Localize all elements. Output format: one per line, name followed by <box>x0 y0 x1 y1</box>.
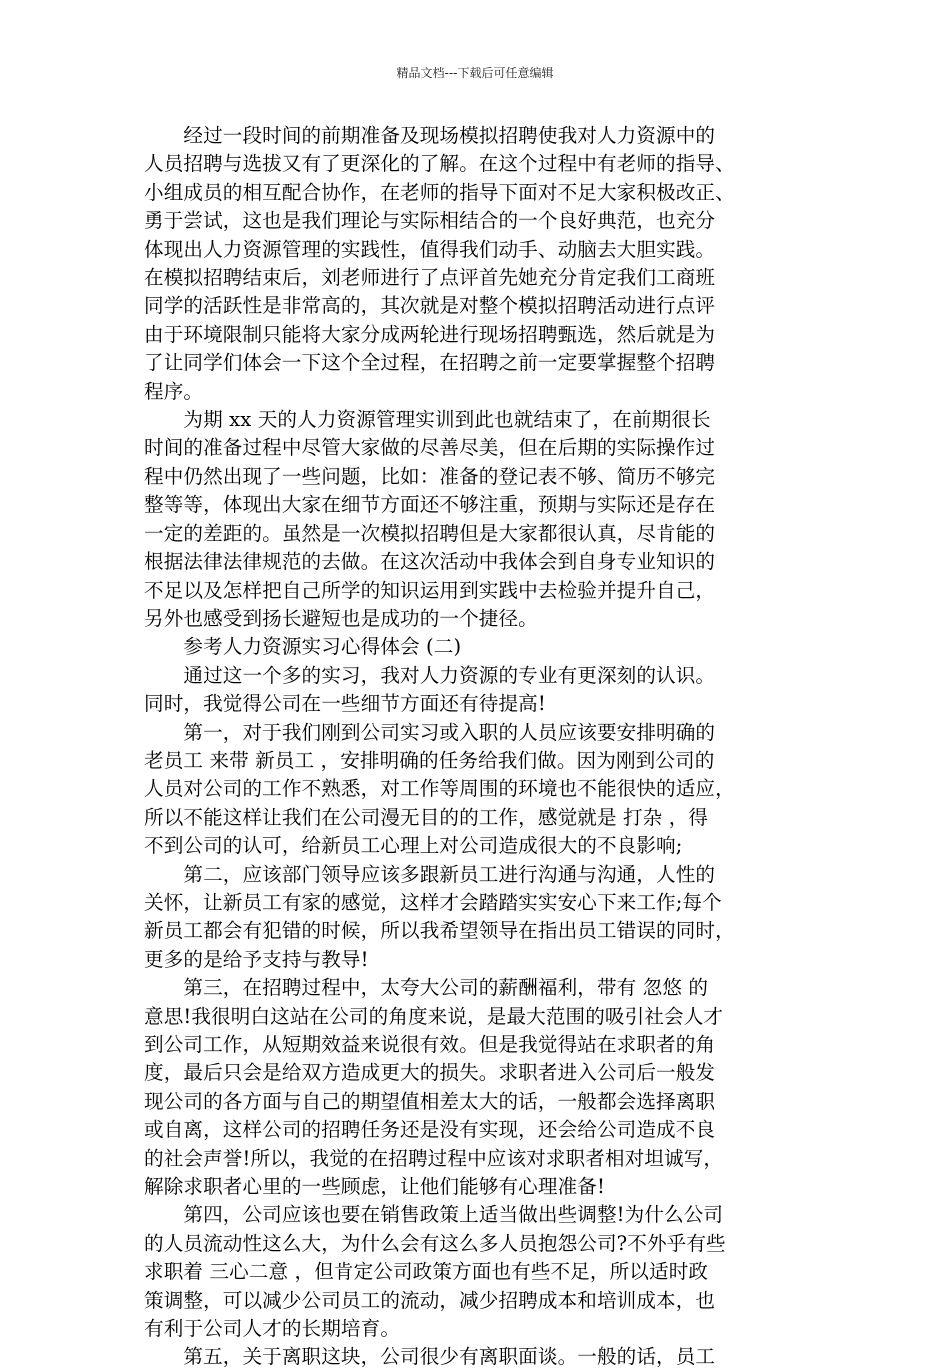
text-line: 第五，关于离职这块，公司很少有离职面谈。一般的话，员工 <box>144 1345 716 1369</box>
text-line: 意思!我很明白这站在公司的角度来说，是最大范围的吸引社会人才 <box>144 1004 724 1028</box>
text-line: 老员工 来带 新员工 ，安排明确的任务给我们做。因为刚到公司的 <box>144 748 715 772</box>
text-line: 的社会声誉!所以，我觉的在招聘过程中应该对求职者相对坦诚写， <box>144 1146 724 1170</box>
text-line: 第三，在招聘过程中，太夸大公司的薪酬福利，带有 忽悠 的 <box>144 976 709 1000</box>
text-line: 整等等，体现出大家在细节方面还不够注重，预期与实际还是存在 <box>144 493 716 517</box>
text-line: 时间的准备过程中尽管大家做的尽善尽美，但在后期的实际操作过 <box>144 436 716 460</box>
text-line: 第一，对于我们刚到公司实习或入职的人员应该要安排明确的 <box>144 720 716 744</box>
text-line: 体现出人力资源管理的实践性，值得我们动手、动脑去大胆实践。 <box>144 237 716 261</box>
text-line: 策调整，可以减少公司员工的流动，减少招聘成本和培训成本，也 <box>144 1288 716 1312</box>
text-line: 解除求职者心里的一些顾虑，让他们能够有心理准备! <box>144 1175 605 1199</box>
text-line: 勇于尝试，这也是我们理论与实际相结合的一个良好典范，也充分 <box>144 209 716 233</box>
text-line: 不足以及怎样把自己所学的知识运用到实践中去检验并提升自己， <box>144 578 716 602</box>
text-line: 人员对公司的工作不熟悉，对工作等周围的环境也不能很快的适应， <box>144 777 735 801</box>
text-line: 人员招聘与选拔又有了更深化的了解。在这个过程中有老师的指导、 <box>144 152 735 176</box>
text-line: 新员工都会有犯错的时候，所以我希望领导在指出员工错误的同时， <box>144 919 735 943</box>
text-line: 的人员流动性这么大，为什么会有这么多人员抱怨公司?不外乎有些 <box>144 1231 726 1255</box>
text-line: 第四，公司应该也要在销售政策上适当做出些调整!为什么公司 <box>144 1203 724 1227</box>
text-line: 同时，我觉得公司在一些细节方面还有待提高! <box>144 692 546 716</box>
text-line: 度，最后只会是给双方造成更大的损失。求职者进入公司后一般发 <box>144 1061 716 1085</box>
page-header: 精品文档---下载后可任意编辑 <box>396 66 554 80</box>
text-line: 程序。 <box>144 379 204 403</box>
text-line: 小组成员的相互配合协作，在老师的指导下面对不足大家积极改正、 <box>144 180 735 204</box>
text-line: 有利于公司人才的长期培育。 <box>144 1317 401 1341</box>
text-line: 所以不能这样让我们在公司漫无目的的工作，感觉就是 打杂 ，得 <box>144 805 709 829</box>
text-line: 另外也感受到扬长避短也是成功的一个捷径。 <box>144 606 538 630</box>
text-line: 根据法律法律规范的去做。在这次活动中我体会到自身专业知识的 <box>144 550 716 574</box>
text-line: 在模拟招聘结束后，刘老师进行了点评首先她充分肯定我们工商班 <box>144 266 716 290</box>
text-line: 经过一段时间的前期准备及现场模拟招聘使我对人力资源中的 <box>144 124 716 147</box>
text-line: 到公司工作，从短期效益来说很有效。但是我觉得站在求职者的角 <box>144 1033 716 1056</box>
text-line: 由于环境限制只能将大家分成两轮进行现场招聘甄选，然后就是为 <box>144 322 716 346</box>
text-line: 现公司的各方面与自己的期望值相差太大的话，一般都会选择离职 <box>144 1089 716 1113</box>
text-line: 不到公司的认可，给新员工心理上对公司造成很大的不良影响; <box>144 834 683 858</box>
text-line: 参考人力资源实习心得体会 (二) <box>144 635 462 659</box>
text-line: 同学的活跃性是非常高的，其次就是对整个模拟招聘活动进行点评 <box>144 294 716 318</box>
text-line: 第二，应该部门领导应该多跟新员工进行沟通与沟通，人性的 <box>144 862 716 886</box>
text-line: 关怀，让新员工有家的感觉，这样才会踏踏实实安心下来工作;每个 <box>144 890 722 914</box>
document-body <box>144 122 824 1372</box>
text-line: 了让同学们体会一下这个全过程，在招聘之前一定要掌握整个招聘 <box>144 351 716 375</box>
text-line: 为期 xx 天的人力资源管理实训到此也就结束了，在前期很长 <box>144 408 711 432</box>
text-line: 程中仍然出现了一些问题，比如：准备的登记表不够、简历不够完 <box>144 464 716 488</box>
text-line: 通过这一个多的实习，我对人力资源的专业有更深刻的认识。 <box>144 663 716 687</box>
text-line: 更多的是给予支持与教导! <box>144 947 369 971</box>
text-line: 一定的差距的。虽然是一次模拟招聘但是大家都很认真，尽肯能的 <box>144 521 716 545</box>
text-line: 或自离，这样公司的招聘任务还是没有实现，还会给公司造成不良 <box>144 1118 716 1142</box>
text-line: 求职着 三心二意 ，但肯定公司政策方面也有些不足，所以适时政 <box>144 1260 709 1284</box>
